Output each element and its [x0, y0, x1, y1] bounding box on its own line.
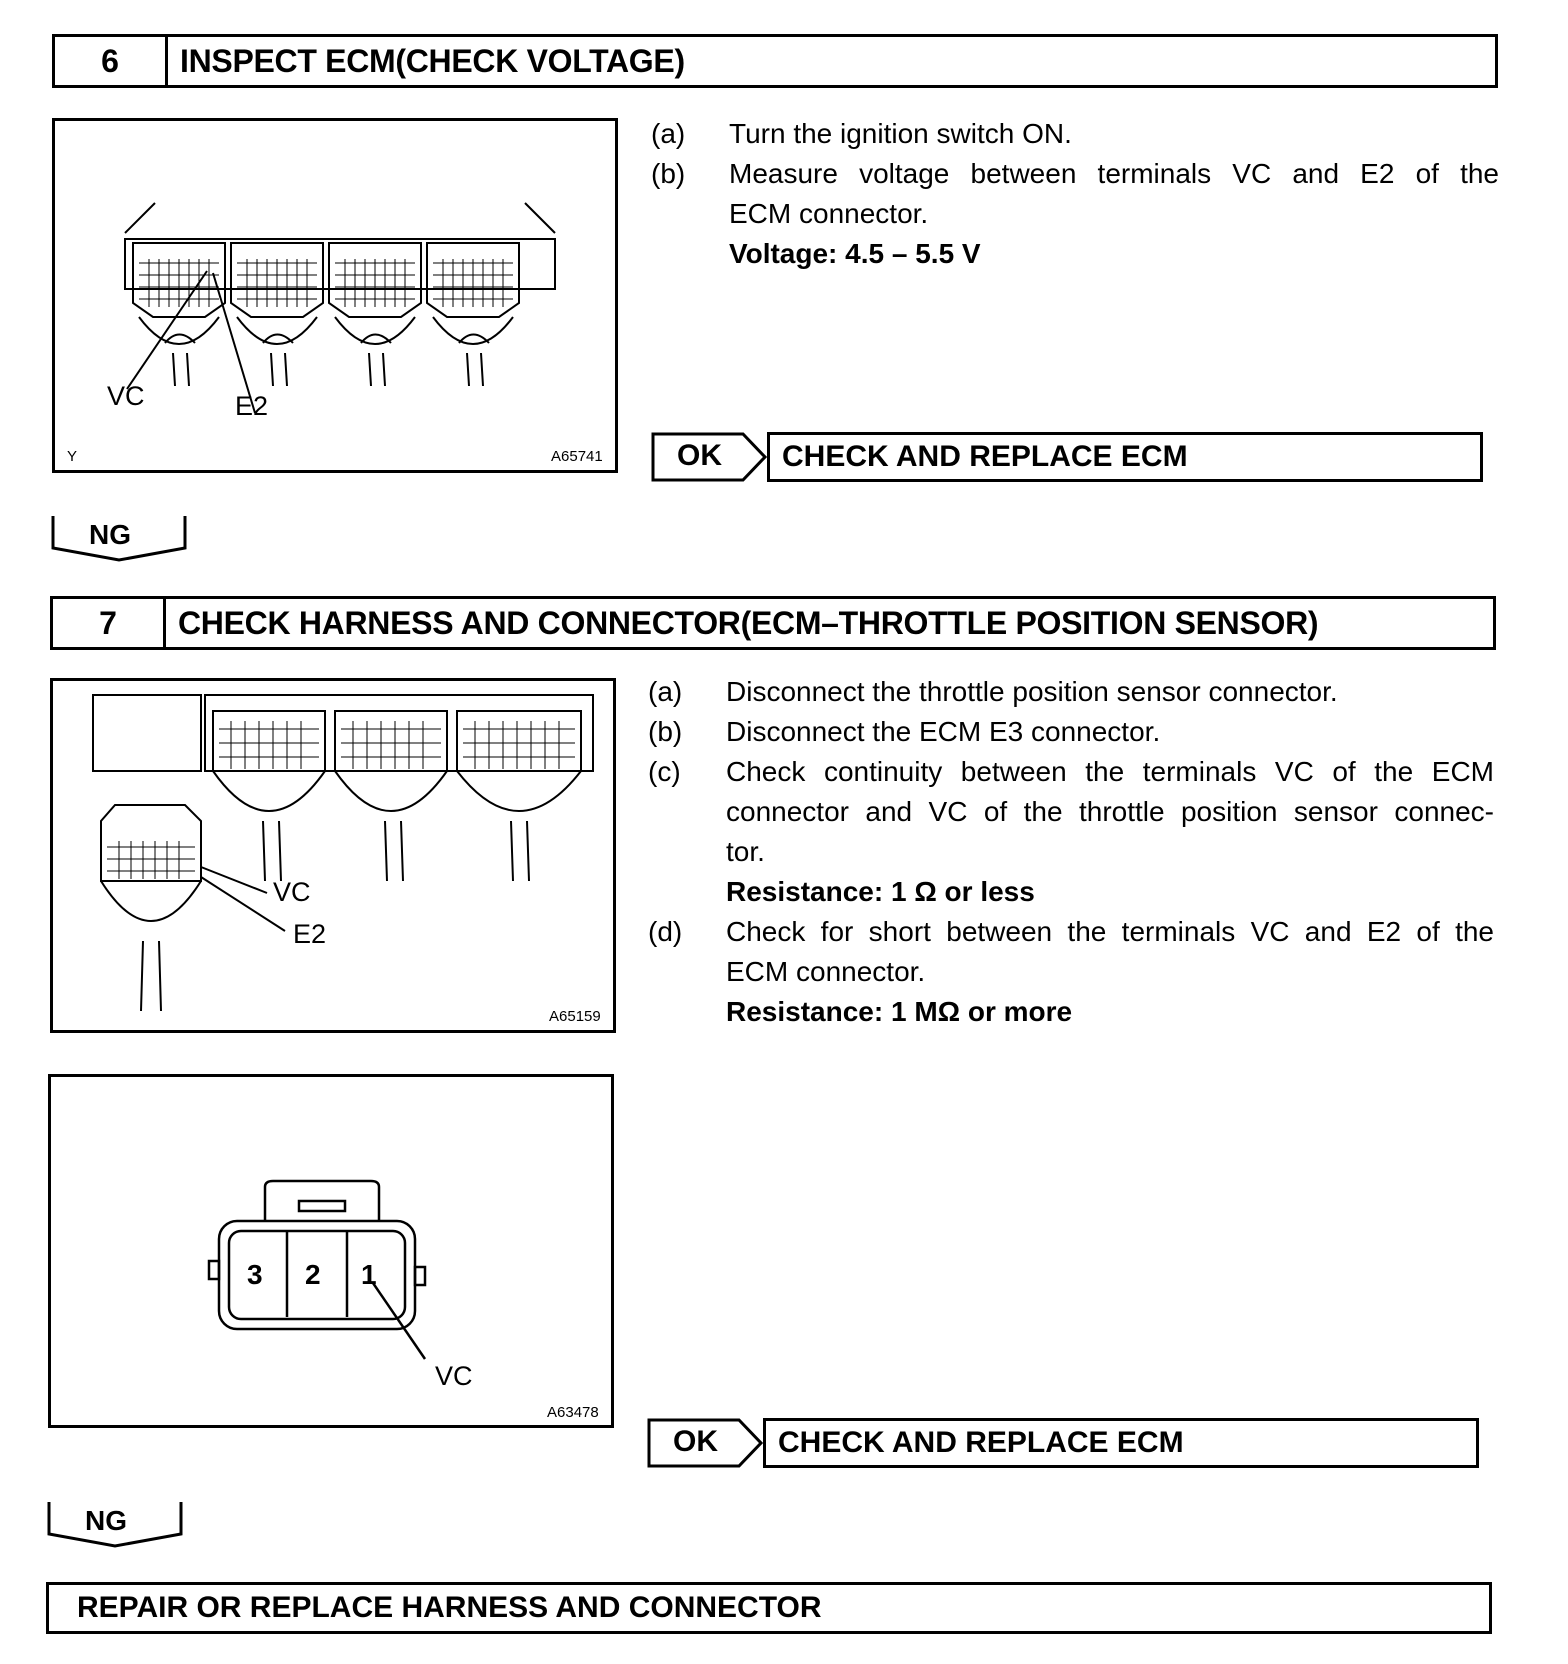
instruction-a — [651, 114, 1499, 154]
label-e2: E2 — [293, 919, 327, 949]
label-vc: VC — [435, 1361, 473, 1391]
sensor-connector-figure — [48, 1074, 614, 1428]
ok-arrow — [651, 432, 767, 482]
ok-result: CHECK AND REPLACE ECM — [763, 1418, 1479, 1468]
instruction-text: Measure voltage between terminals VC and E2 of the — [729, 158, 1499, 189]
step-title: INSPECT ECM(CHECK VOLTAGE) — [180, 42, 685, 79]
spec-voltage: Voltage: 4.5 – 5.5 V — [729, 238, 981, 269]
ok-result: CHECK AND REPLACE ECM — [767, 432, 1483, 482]
instruction-b — [648, 712, 1494, 752]
corner-mark: Y — [67, 448, 78, 465]
pin-2: 2 — [305, 1259, 321, 1290]
instruction-b — [651, 154, 1499, 194]
ng-label: NG — [85, 1505, 127, 1536]
instruction-text-cont: ECM connector. — [726, 956, 926, 987]
step-7-ok-branch — [647, 1418, 1479, 1468]
instruction-a — [648, 672, 1494, 712]
instruction-marker: (a) — [651, 118, 686, 149]
ok-label: OK — [677, 439, 722, 472]
step-number: 7 — [53, 599, 166, 647]
instruction-d — [648, 912, 1494, 952]
figure-id: A65159 — [549, 1008, 601, 1025]
instruction-text: Check for short between the terminals VC and E2 of the — [726, 916, 1494, 947]
ecm-connector-drawing — [55, 121, 621, 476]
sensor-connector-drawing — [51, 1077, 617, 1431]
instruction-text-cont: tor. — [726, 836, 765, 867]
instruction-text: Turn the ignition switch ON. — [729, 118, 1072, 149]
instruction-marker: (b) — [648, 716, 683, 747]
instruction-marker: (c) — [648, 756, 681, 787]
spec-resistance: Resistance: 1 Ω or less — [726, 876, 1035, 907]
pin-3: 3 — [247, 1259, 263, 1290]
ok-label: OK — [673, 1425, 718, 1458]
label-vc: VC — [107, 381, 145, 411]
step-6-instructions — [651, 114, 1499, 274]
ecm-harness-figure — [50, 678, 616, 1033]
step-6-ng-branch — [51, 514, 187, 562]
ng-label: NG — [89, 519, 131, 550]
instruction-c — [648, 752, 1494, 792]
ecm-harness-drawing — [53, 681, 619, 1036]
step-7-ng-branch — [47, 1500, 183, 1548]
label-vc: VC — [273, 877, 311, 907]
step-6-ok-branch — [651, 432, 1483, 482]
instruction-marker: (b) — [651, 158, 686, 189]
label-e2: E2 — [235, 391, 269, 421]
instruction-text-cont: connector and VC of the throttle position sensor connec- — [726, 796, 1494, 827]
ecm-connector-figure — [52, 118, 618, 473]
instruction-marker: (d) — [648, 916, 683, 947]
instruction-text: Disconnect the throttle position sensor connector. — [726, 676, 1338, 707]
figure-id: A65741 — [551, 448, 603, 465]
step-number: 6 — [55, 37, 168, 85]
pin-1: 1 — [361, 1259, 377, 1290]
step-7-header — [50, 596, 1496, 650]
step-7-instructions — [648, 672, 1494, 1032]
figure-id: A63478 — [547, 1404, 599, 1421]
ok-arrow — [647, 1418, 763, 1468]
step-title: CHECK HARNESS AND CONNECTOR(ECM–THROTTLE POSITION SENSOR) — [178, 604, 1319, 641]
final-action-box: REPAIR OR REPLACE HARNESS AND CONNECTOR — [46, 1582, 1492, 1634]
step-6-header — [52, 34, 1498, 88]
instruction-text: Check continuity between the terminals VC of the ECM — [726, 756, 1494, 787]
instruction-marker: (a) — [648, 676, 683, 707]
spec-resistance: Resistance: 1 MΩ or more — [726, 996, 1073, 1027]
instruction-text: Disconnect the ECM E3 connector. — [726, 716, 1161, 747]
instruction-text-cont: ECM connector. — [729, 198, 929, 229]
